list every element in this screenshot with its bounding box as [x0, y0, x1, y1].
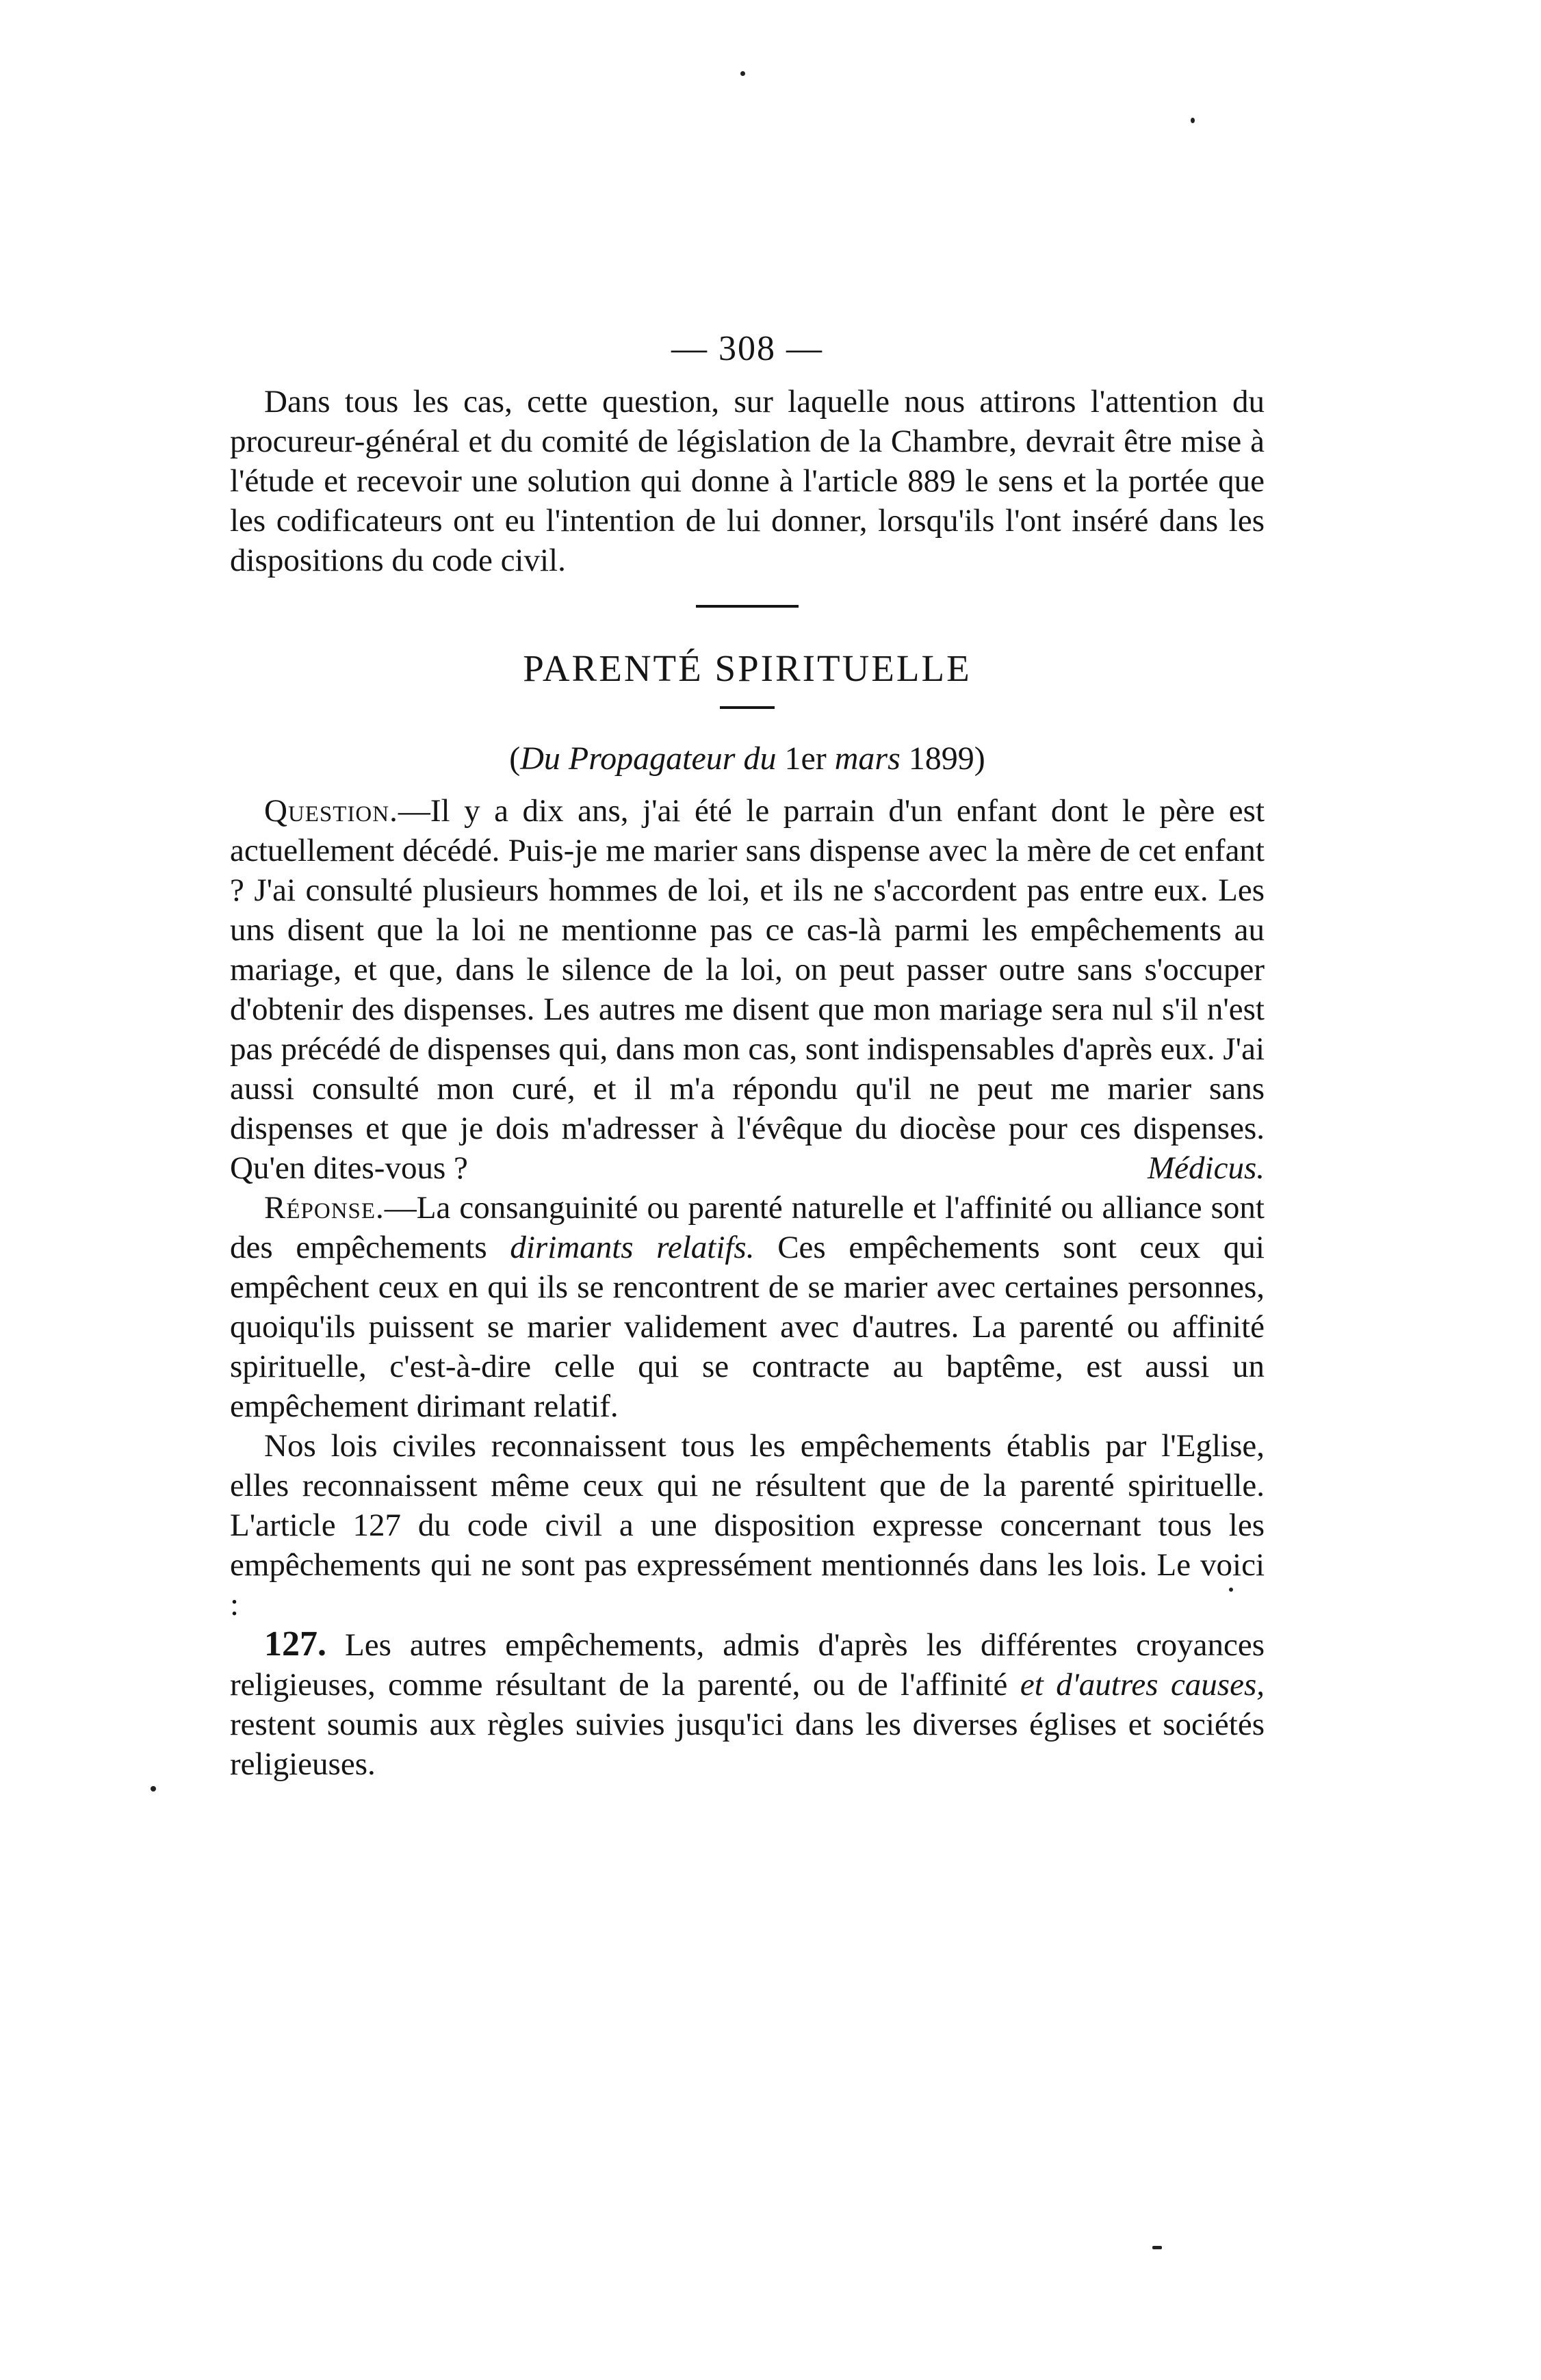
speck-mark [1191, 118, 1195, 123]
speck-mark [1152, 2246, 1162, 2249]
answer-text-before: —La consanguinité ou parenté naturelle et l'affinité ou alliance sont des empêchements [230, 1190, 1265, 1265]
question-signature: Médicus. [1148, 1150, 1265, 1186]
section-divider-rule [696, 605, 799, 608]
intro-paragraph: Dans tous les cas, cette question, sur laquelle nous attirons l'attention du procureur-général et du comité de législation de la Chambre, devrait être mise à l'étude et recevoir une solution qui donne à l'article 889 le sens et la portée que les codificateurs ont eu l'intention de lui donner, lorsqu'ils l'ont inséré dans les dispositions du code civil. [230, 384, 1265, 578]
article-text-after: restent soumis aux règles suivies jusqu'ici dans les diverses églises et sociétés religieuses. [230, 1707, 1265, 1782]
answer-italic-term: dirimants relatifs. [510, 1230, 755, 1265]
source-month: mars [834, 740, 901, 777]
text-column [230, 328, 1265, 1784]
article-paragraph [230, 1625, 1265, 1784]
speck-mark [740, 71, 745, 76]
source-day: 1er [776, 740, 835, 777]
answer-text-after: Ces empêchements sont ceux qui empêchent ceux en qui ils se rencontrent de se marier avec certaines personnes, quoiqu'ils puissent se marier validement avec d'autres. La parenté ou affinité spirituelle, c'est-à-dire celle qui se contracte au baptême, est aussi un empêchement dirimant relatif. [230, 1230, 1265, 1424]
law-paragraph: Nos lois civiles reconnaissent tous les empêchements établis par l'Eglise, elles reconnaissent même ceux qui ne résultent que de la parenté spirituelle. L'article 127 du code civil a une disposition expresse concernant tous les empêchements qui ne sont pas expressément mentionnés dans les lois. Le voici : [230, 1428, 1265, 1622]
question-paragraph [230, 791, 1265, 1188]
section-title: PARENTÉ SPIRITUELLE [523, 647, 972, 689]
article-text-before: Les autres empêchements, admis d'après les différentes croyances religieuses, comme résultant de la parenté, ou de l'affinité [230, 1627, 1265, 1703]
answer-label: Réponse. [264, 1190, 385, 1226]
question-text: —Il y a dix ans, j'ai été le parrain d'un enfant dont le père est actuellement décédé. Puis-je me marier sans dispense avec la mère de cet enfant ? J'ai consulté plusieurs hommes de loi, et ils ne s'accordent pas entre eux. Les uns disent que la loi ne mentionne pas ce cas-là parmi les empêchements au mariage, et que, dans le silence de la loi, on peut passer outre sans s'occuper d'obtenir des dispenses. Les autres me disent que mon mariage sera nul s'il n'est pas précédé de dispenses qui, dans mon cas, sont indispensables d'après eux. J'ai aussi consulté mon curé, et il m'a répondu qu'il ne peut me marier sans dispenses et que je dois m'adresser à l'évêque du diocèse pour ces dispenses. Qu'en dites-vous ? [230, 793, 1265, 1186]
source-year: 1899) [900, 740, 985, 777]
answer-paragraph [230, 1188, 1265, 1426]
article-number: 127. [264, 1625, 326, 1664]
page-number: — 308 — [671, 329, 823, 368]
article-italic-part: et d'autres causes, [1020, 1667, 1265, 1703]
question-label: Question. [264, 793, 398, 829]
source-italic-title: Du Propagateur du [520, 740, 777, 777]
source-open-paren: ( [509, 740, 521, 777]
title-underline-rule [720, 706, 775, 709]
speck-mark [151, 1786, 156, 1792]
source-citation [230, 739, 1265, 779]
